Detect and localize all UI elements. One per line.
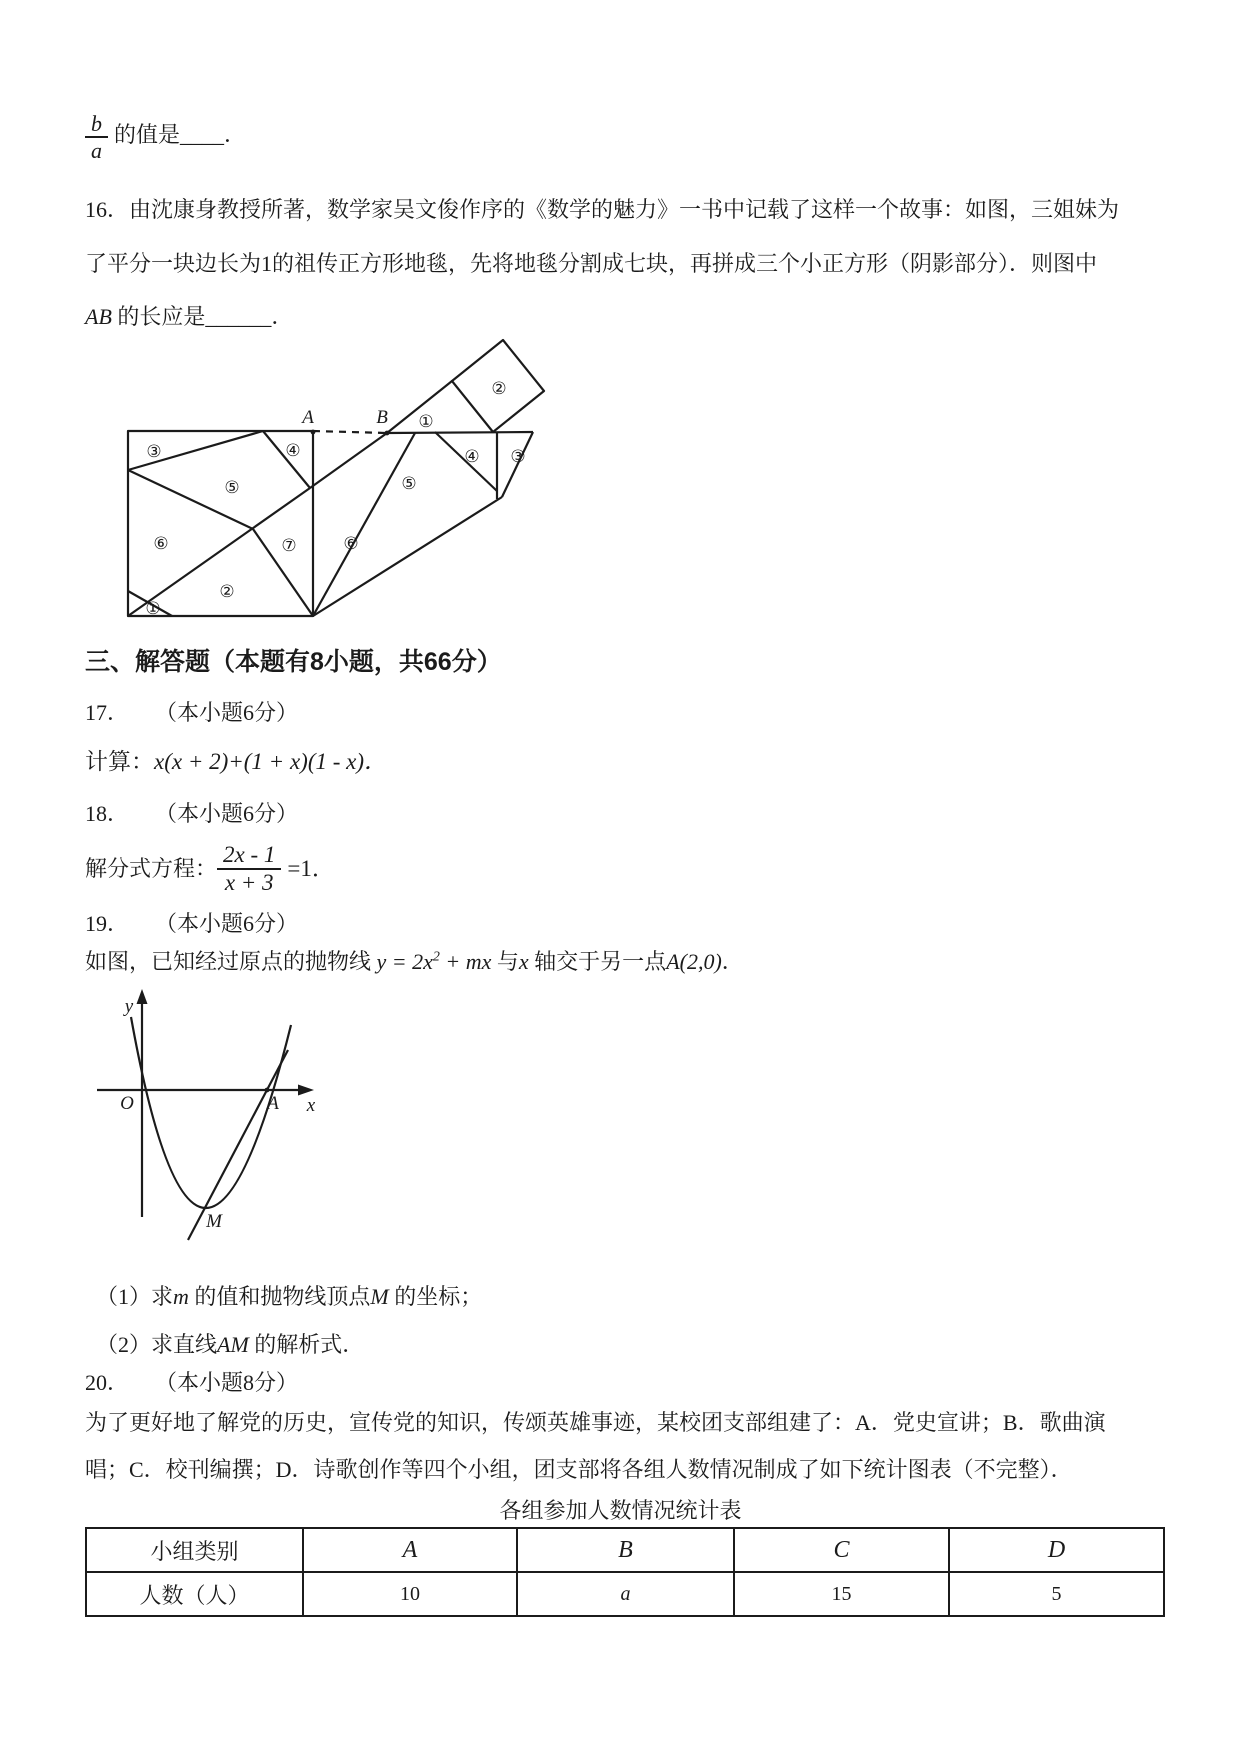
header-b: B [517,1528,734,1572]
piece-r1-label: ① [418,412,434,432]
value-d: 5 [949,1572,1164,1616]
table-header-row [86,1528,1164,1572]
piece-6-label: ⑥ [153,534,169,554]
q20-line1: 为了更好地了解党的历史，宣传党的知识，传颂英雄事迹，某校团支部组建了：A．党史宣讲；B．歌曲演 [85,1410,1106,1435]
piece-1-label: ① [145,599,161,619]
value-a: 10 [303,1572,517,1616]
var-M: M [370,1284,389,1309]
q19-xvar: x [518,949,529,974]
piece-3-label: ③ [146,442,162,462]
q18-points: （本小题6分） [155,801,299,826]
piece-r5-label: ⑤ [401,474,417,494]
q16-line2-text: 了平分一块边长为1的祖传正方形地毯，先将地毯分割成七块，再拼成三个小正方形（阴影部分）．则图中 [85,251,1098,276]
q17-number: 17． [85,700,130,725]
piece-r3-label: ③ [510,447,526,467]
q19-mid: 与 [496,949,519,974]
y-axis-label: y [124,996,134,1017]
point-a-label: A [267,1093,279,1114]
parabola-figure [85,985,320,1243]
header-d: D [949,1528,1164,1572]
q15-answer-line [85,112,246,162]
q19-dot: ． [721,949,744,974]
statistics-table [85,1527,1165,1617]
q19-number: 19． [85,911,130,936]
var-m: m [173,1284,189,1309]
fraction-b-over-a [85,112,108,162]
q20-header [85,1369,298,1397]
table-value-row [86,1572,1164,1616]
q16-line1 [85,196,1119,224]
q18-fraction-numerator: 2x - 1 [217,843,281,870]
header-a: A [303,1528,517,1572]
line-am [188,1050,288,1240]
point-b-dot [385,431,390,436]
segment-ab-dashed [313,431,387,433]
x-axis-label: x [306,1095,316,1116]
q18-problem [85,838,335,900]
q16-line1-text: 由沈康身教授所著，数学家吴文俊作序的《数学的魅力》一书中记载了这样一个故事：如图，三姐妹为 [129,197,1120,222]
q17-header [85,699,298,727]
var-AM: AM [217,1332,249,1357]
point-b-label: B [376,407,388,428]
piece-r2-label: ② [491,379,507,399]
q16-ab: AB [85,304,112,329]
x-axis-arrow [298,1085,314,1096]
q16-number: 16． [85,197,130,222]
q17-expression: x(x + 2)+(1 + x)(1 - x)． [154,749,388,774]
piece-4-label: ④ [285,441,301,461]
fraction-numerator: b [85,112,108,138]
table-title: 各组参加人数情况统计表 [499,1498,742,1523]
q15-text: 的值是 [114,122,181,148]
point-a-dot [311,430,316,435]
q16-blank: ______． [205,304,294,329]
q18-fraction-denominator: x + 3 [224,870,274,895]
y-axis-arrow [137,989,148,1004]
q18-fraction [217,843,281,895]
q20-number: 20． [85,1370,130,1395]
piece-r4-label: ④ [464,447,480,467]
origin-label: O [120,1093,134,1114]
section-heading: 三、解答题（本题有8小题，共66分） [85,648,502,676]
edge-b-left [310,433,387,488]
header-category: 小组类别 [86,1528,303,1572]
vertex-m-label: M [206,1211,222,1232]
q18-label: 解分式方程： [85,856,218,882]
q19-point-a: A(2,0) [666,949,722,974]
piece-2-label: ② [219,582,235,602]
q19-points: （本小题6分） [155,911,299,936]
edge-bottom-right [313,497,502,616]
q15-blank: ____． [180,122,247,148]
q19-intro-text1: 如图，已知经过原点的抛物线 [85,949,372,974]
point-a-dot [265,1088,270,1093]
q19-intro-text2: 轴交于另一点 [534,949,667,974]
piece-r6-label: ⑥ [343,534,359,554]
cut-right-56 [313,433,415,616]
piece-5-label: ⑤ [224,478,240,498]
point-a-label: A [302,407,314,428]
piece-7-label: ⑦ [281,536,297,556]
q17-problem [85,748,387,777]
q16-line2 [85,250,1097,278]
fraction-denominator: a [91,138,102,164]
q16-line3-text: 的长应是 [117,304,206,329]
q19-intro [85,948,744,976]
baseline-right [387,432,533,433]
q19-header [85,910,298,938]
value-b: a [517,1572,734,1616]
q18-number: 18． [85,801,130,826]
q17-points: （本小题6分） [155,700,299,725]
carpet-figure [120,325,560,625]
value-c: 15 [734,1572,949,1616]
q17-label: 计算： [85,749,154,774]
row-label: 人数（人） [86,1572,303,1616]
q19-parabola-expr: $y = 2x^2$ + mx [376,949,492,974]
q20-line2: 唱；C．校刊编撰；D．诗歌创作等四个小组，团支部将各组人数情况制成了如下统计图表（不完整）． [85,1457,1073,1482]
q18-header [85,800,298,828]
q19-part2: （2）求直线AM 的解析式． [96,1332,365,1357]
q20-points: （本小题8分） [155,1370,299,1395]
q18-equals: =1． [287,855,335,881]
q19-part1: （1）求m 的值和抛物线顶点M 的坐标； [96,1284,483,1309]
header-c: C [734,1528,949,1572]
